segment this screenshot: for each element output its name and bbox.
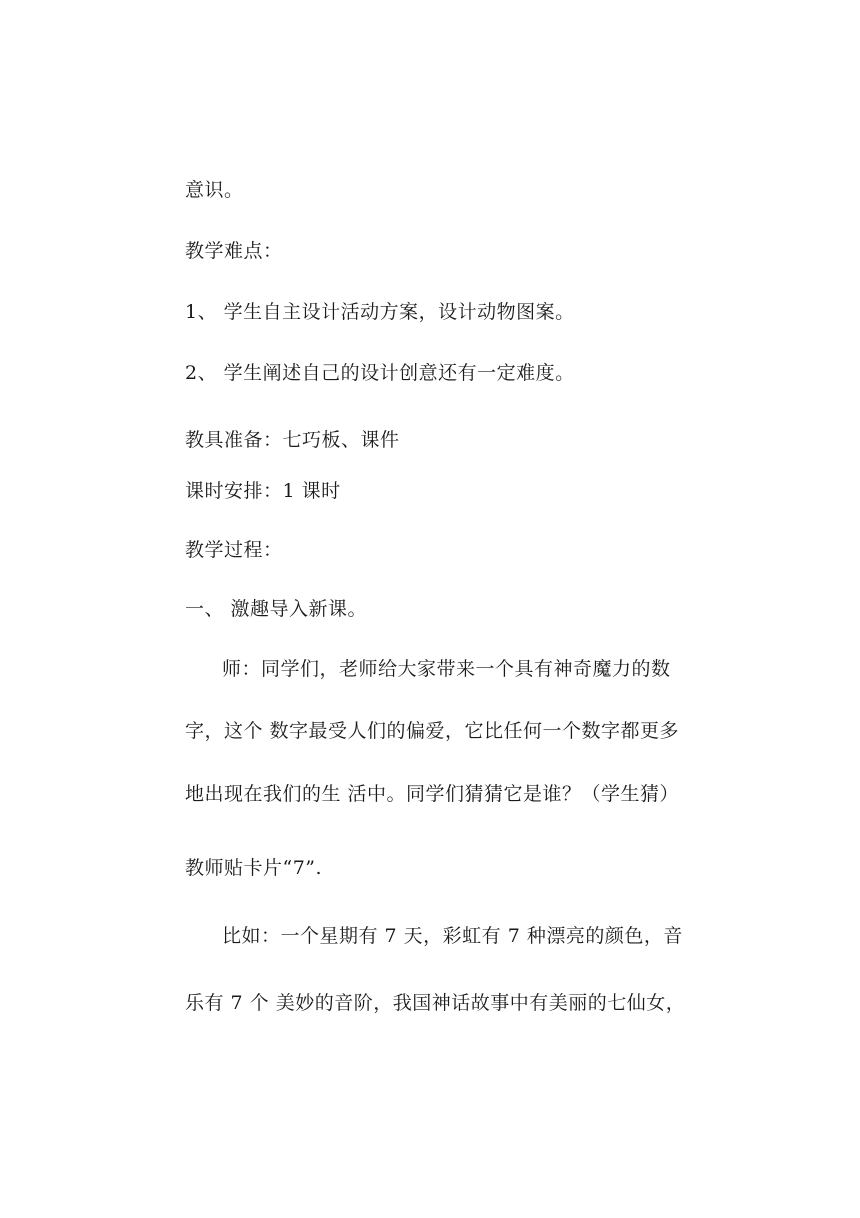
list-item: 1、 学生自主设计活动方案，设计动物图案。	[185, 301, 575, 323]
section-heading-difficulties: 教学难点：	[185, 240, 283, 262]
step-heading: 一、 激趣导入新课。	[185, 598, 368, 620]
list-item: 2、 学生阐述自己的设计创意还有一定难度。	[185, 362, 575, 384]
paragraph-line: 师：同学们，老师给大家带来一个具有神奇魔力的数	[222, 658, 671, 680]
section-heading-process: 教学过程：	[185, 539, 283, 561]
paragraph-line: 比如：一个星期有 7 天，彩虹有 7 种漂亮的颜色，音	[222, 925, 683, 947]
paragraph-line: 地出现在我们的生 活中。同学们猜猜它是谁？（学生猜）	[185, 783, 680, 805]
paragraph-line: 教师贴卡片“7”.	[185, 857, 323, 879]
teaching-aids-line: 教具准备：七巧板、课件	[185, 429, 400, 451]
paragraph-line: 字，这个 数字最受人们的偏爱，它比任何一个数字都更多	[185, 720, 680, 742]
paragraph-line: 乐有 7 个 美妙的音阶，我国神话故事中有美丽的七仙女，	[185, 992, 686, 1014]
schedule-line: 课时安排：1 课时	[185, 480, 341, 502]
text-line: 意识。	[185, 179, 244, 201]
